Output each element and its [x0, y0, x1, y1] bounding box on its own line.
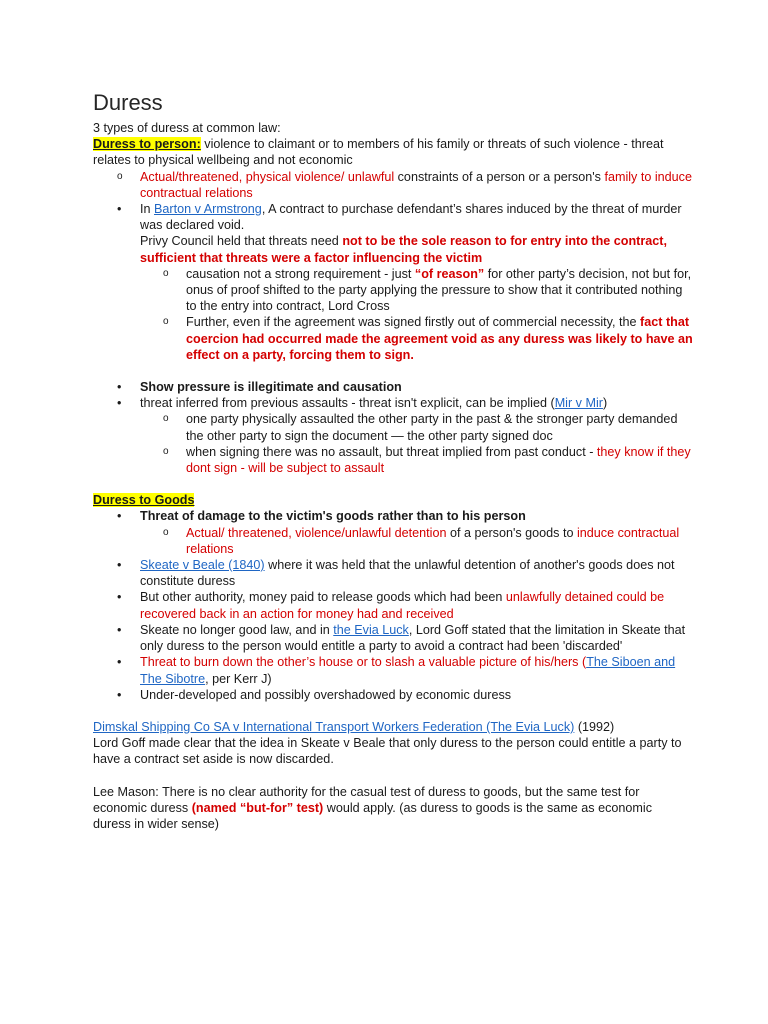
intro-text: 3 types of duress at common law: [93, 121, 281, 135]
disc-bullet-icon: • [117, 558, 122, 573]
case-link-siboen[interactable]: The Siboen and The Sibotre [140, 655, 676, 686]
circle-bullet-icon: o [163, 316, 169, 328]
list-item: • Skeate no longer good law, and in the Evia Luck, Lord Goff stated that the limitation in Skeate that only duress to the person would entitle a party to avoid a contract had been 'discarded' [117, 622, 686, 654]
disc-bullet-icon: • [117, 396, 122, 411]
section-goods-heading: Duress to Goods [93, 493, 195, 508]
list-item: • Skeate v Beale (1840) where it was held that the unlawful detention of another's goods does not constitute duress [117, 558, 675, 589]
disc-bullet-icon: • [117, 380, 122, 395]
case-link-skeate[interactable]: Skeate v Beale (1840) [140, 558, 265, 573]
list-item: • Show pressure is illegitimate and causation [117, 380, 402, 395]
disc-bullet-icon: • [117, 655, 122, 670]
list-item: • threat inferred from previous assaults - threat isn't explicit, can be implied (Mir v Mir) [117, 396, 608, 411]
document-page [93, 89, 693, 832]
disc-bullet-icon: • [117, 590, 122, 605]
list-item: • Threat of damage to the victim's goods rather than to his person [117, 509, 526, 524]
list-item: o Further, even if the agreement was signed firstly out of commercial necessity, the fact that coercion had occurred made the agreement void as any duress was likely to have an effect on a party, forcing them to sign. [163, 315, 693, 362]
list-item: o one party physically assaulted the other party in the past & the stronger party demanded the other party to sign the document — the other party signed doc [163, 412, 678, 443]
disc-bullet-icon: • [117, 509, 122, 524]
circle-bullet-icon: o [163, 445, 169, 457]
circle-bullet-icon: o [163, 526, 169, 538]
lee-mason-paragraph: Lee Mason: There is no clear authority for the casual test of duress to goods, but the same test for economic duress (named “but-for” test) would apply. (as duress to goods is the same as economic duress in wider sense) [93, 784, 653, 831]
list-item: • But other authority, money paid to release goods which had been unlawfully detained could be recovered back in an action for money had and received [117, 590, 665, 621]
case-link-evia-luck[interactable]: the Evia Luck [333, 622, 409, 637]
section-goods-paragraph [93, 492, 693, 508]
list-item: • Under-developed and possibly overshadowed by economic duress [117, 687, 512, 702]
list-item: • Threat to burn down the other’s house or to slash a valuable picture of his/hers (The Siboen and The Sibotre, per Kerr J) [117, 655, 676, 686]
disc-bullet-icon: • [117, 687, 122, 702]
case-link-barton[interactable]: Barton v Armstrong [154, 202, 262, 217]
circle-bullet-icon: o [117, 170, 123, 182]
list-item: o when signing there was no assault, but threat implied from past conduct - they know if they dont sign - will be subject to assault [163, 444, 691, 476]
circle-bullet-icon: o [163, 413, 169, 425]
list-item: o Actual/threatened, physical violence/ unlawful constraints of a person or a person's family to induce contractual relations [117, 169, 692, 200]
section-person-paragraph: Duress to person: violence to claimant or to members of his family or threats of such violence - threat relates to physical wellbeing and not economic [93, 137, 664, 168]
case-link-mir[interactable]: Mir v Mir [554, 396, 603, 411]
case-paragraph: Dimskal Shipping Co SA v International Transport Workers Federation (The Evia Luck) (1992) Lord Goff made clear that the idea in Skeate v Beale that only duress to the person could entitle a party to have a contract set aside is now discarded. [93, 719, 682, 767]
list-item: o causation not a strong requirement - just “of reason” for other party’s decision, not but for, onus of proof shifted to the party applying the pressure to show that it contributed nothing to the entry into contract, Lord Cross [163, 266, 692, 314]
disc-bullet-icon: • [117, 202, 122, 217]
case-link-dimskal[interactable]: Dimskal Shipping Co SA v International Transport Workers Federation (The Evia Luck) [93, 719, 575, 734]
disc-bullet-icon: • [117, 622, 122, 637]
list-item: • In Barton v Armstrong, A contract to purchase defendant’s shares induced by the threat of murder was declared void. Privy Council held that threats need not to be the sole reason to for entry into the contract, sufficient that threats were a factor influencing the victim [117, 202, 682, 265]
page-title: Duress [93, 90, 163, 115]
circle-bullet-icon: o [163, 267, 169, 279]
list-item: o Actual/ threatened, violence/unlawful detention of a person's goods to induce contractual relations [163, 525, 680, 556]
section-person-heading: Duress to person: [93, 137, 201, 152]
